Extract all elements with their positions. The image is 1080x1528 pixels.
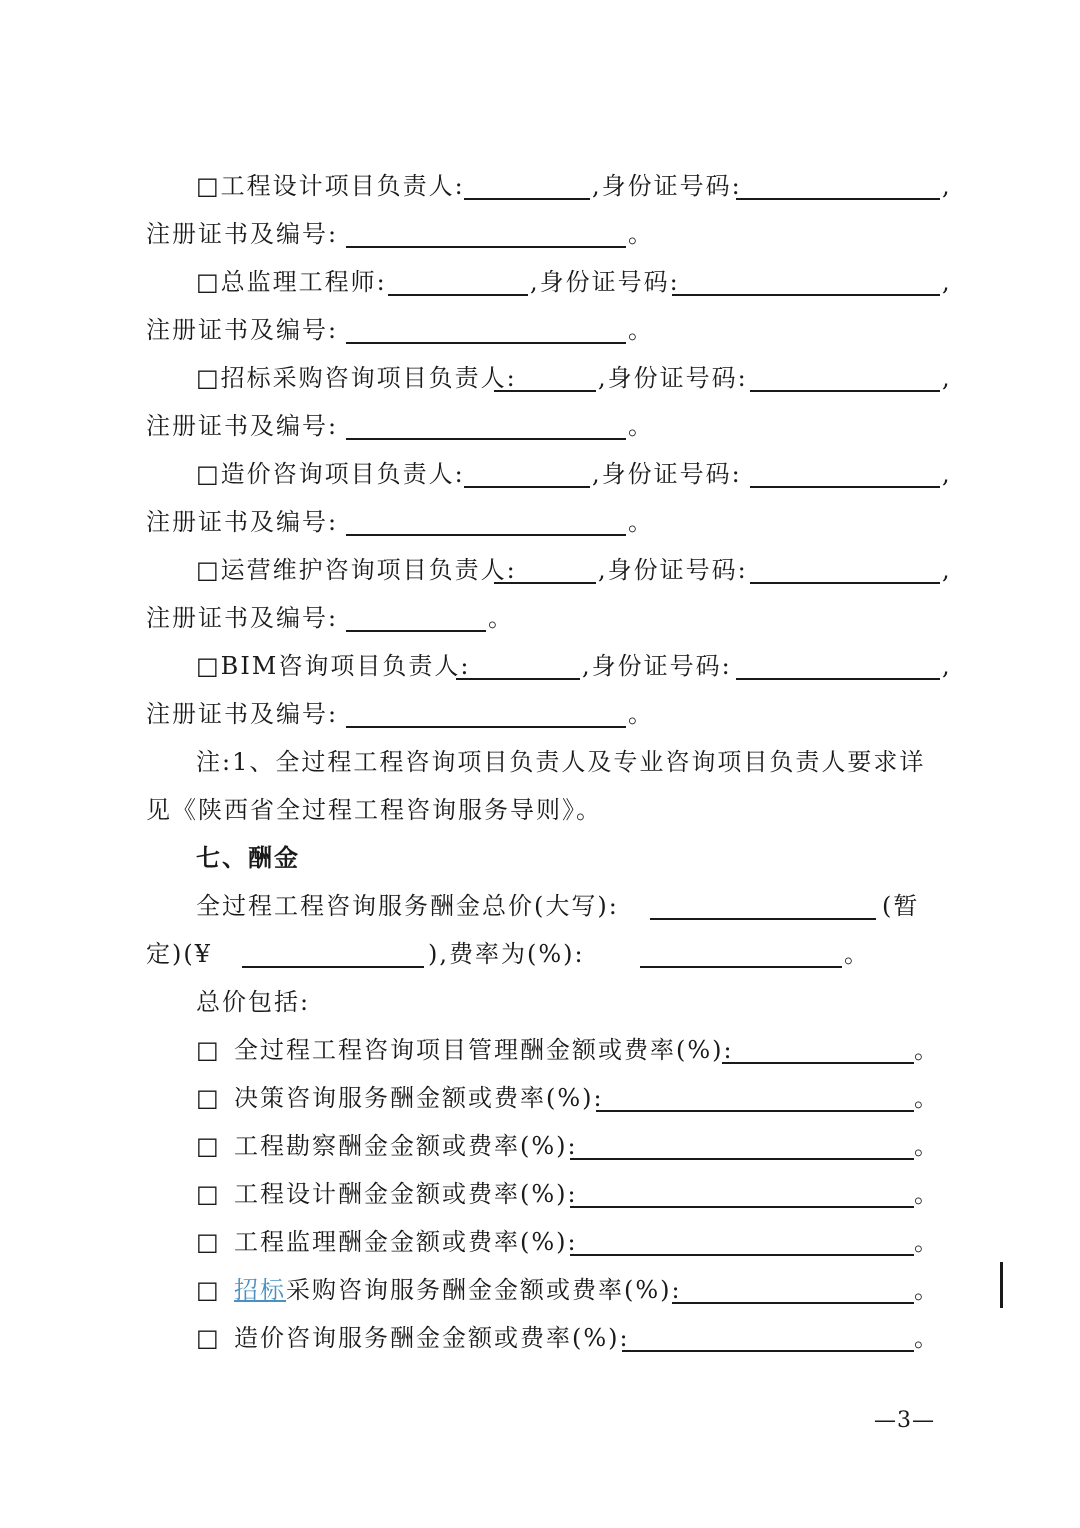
id-label: ,身份证号码: <box>598 364 748 392</box>
fee-item-blank[interactable] <box>722 1062 914 1064</box>
id-blank[interactable] <box>750 582 940 584</box>
role-label: □招标采购咨询项目负责人: <box>196 364 517 392</box>
reg-blank[interactable] <box>346 246 626 248</box>
checkbox[interactable]: □ <box>196 1036 221 1064</box>
reg-label: 注册证书及编号: <box>146 508 339 536</box>
fee-total-blank[interactable] <box>650 918 876 920</box>
fee-rate-blank[interactable] <box>640 966 842 968</box>
reg-end: 。 <box>488 604 514 632</box>
id-blank[interactable] <box>672 294 940 296</box>
id-blank[interactable] <box>736 198 940 200</box>
reg-end: 。 <box>628 220 654 248</box>
trail-comma: , <box>942 460 952 488</box>
fee-item-blank[interactable] <box>570 1158 914 1160</box>
reg-end: 。 <box>628 508 654 536</box>
name-blank[interactable] <box>494 582 596 584</box>
fee-item-end: 。 <box>914 1132 940 1160</box>
reg-end: 。 <box>628 412 654 440</box>
name-blank[interactable] <box>464 486 590 488</box>
fee-item-blank[interactable] <box>570 1206 914 1208</box>
id-blank[interactable] <box>750 486 940 488</box>
reg-end: 。 <box>628 316 654 344</box>
checkbox[interactable]: □ <box>196 1324 221 1352</box>
fee-item-label: 工程设计酬金金额或费率(%): <box>234 1180 578 1208</box>
trail-comma: , <box>942 172 952 200</box>
fee-item-link[interactable]: 招标 <box>234 1276 286 1304</box>
checkbox[interactable]: □ <box>196 1180 221 1208</box>
fee-amount-end: 。 <box>844 940 870 968</box>
note-text-1: 注:1、全过程工程咨询项目负责人及专业咨询项目负责人要求详 <box>196 748 926 776</box>
id-label: ,身份证号码: <box>530 268 680 296</box>
fee-item-label: 决策咨询服务酬金额或费率(%): <box>234 1084 604 1112</box>
fee-item-end: 。 <box>914 1276 940 1304</box>
name-blank[interactable] <box>464 198 590 200</box>
id-label: ,身份证号码: <box>598 556 748 584</box>
trail-comma: , <box>942 652 952 680</box>
trail-comma: , <box>942 556 952 584</box>
fee-item-blank[interactable] <box>672 1302 914 1304</box>
name-blank[interactable] <box>388 294 528 296</box>
fee-item-blank[interactable] <box>570 1254 914 1256</box>
fee-total-label: 全过程工程咨询服务酬金总价(大写): <box>196 892 619 920</box>
name-blank[interactable] <box>456 678 580 680</box>
fee-item-end: 。 <box>914 1324 940 1352</box>
role-label: □BIM咨询项目负责人: <box>196 652 471 680</box>
reg-blank[interactable] <box>346 726 626 728</box>
fee-amount-prefix: 定)(¥ <box>146 940 212 968</box>
fee-item-blank[interactable] <box>622 1350 914 1352</box>
reg-label: 注册证书及编号: <box>146 220 339 248</box>
role-label: □运营维护咨询项目负责人: <box>196 556 517 584</box>
checkbox[interactable]: □ <box>196 1084 221 1112</box>
note-text-2: 见《陕西省全过程工程咨询服务导则》。 <box>146 796 602 824</box>
name-blank[interactable] <box>494 390 596 392</box>
role-label: □造价咨询项目负责人: <box>196 460 465 488</box>
fee-item-label: 工程监理酬金金额或费率(%): <box>234 1228 578 1256</box>
reg-blank[interactable] <box>346 342 626 344</box>
trail-comma: , <box>942 364 952 392</box>
fee-rate-label: ),费率为(%): <box>428 940 585 968</box>
fee-item-blank[interactable] <box>596 1110 914 1112</box>
reg-label: 注册证书及编号: <box>146 604 339 632</box>
reg-blank[interactable] <box>346 534 626 536</box>
fee-item-end: 。 <box>914 1036 940 1064</box>
reg-label: 注册证书及编号: <box>146 412 339 440</box>
fee-item-label: 采购咨询服务酬金金额或费率(%): <box>286 1276 682 1304</box>
checkbox[interactable]: □ <box>196 1228 221 1256</box>
trail-comma: , <box>942 268 952 296</box>
fee-item-end: 。 <box>914 1084 940 1112</box>
reg-label: 注册证书及编号: <box>146 316 339 344</box>
checkbox[interactable]: □ <box>196 1276 221 1304</box>
fee-amount-blank[interactable] <box>242 966 424 968</box>
fee-total-end: (暂 <box>882 892 920 920</box>
role-label: □总监理工程师: <box>196 268 387 296</box>
fee-item-label: 全过程工程咨询项目管理酬金额或费率(%): <box>234 1036 734 1064</box>
reg-end: 。 <box>628 700 654 728</box>
fee-item-end: 。 <box>914 1180 940 1208</box>
id-blank[interactable] <box>750 390 940 392</box>
id-blank[interactable] <box>736 678 940 680</box>
checkbox[interactable]: □ <box>196 1132 221 1160</box>
fee-item-label: 造价咨询服务酬金金额或费率(%): <box>234 1324 630 1352</box>
id-label: ,身份证号码: <box>592 460 742 488</box>
fee-includes-label: 总价包括: <box>196 988 311 1016</box>
reg-blank[interactable] <box>346 438 626 440</box>
role-label: □工程设计项目负责人: <box>196 172 465 200</box>
fee-item-end: 。 <box>914 1228 940 1256</box>
fee-item-label: 工程勘察酬金金额或费率(%): <box>234 1132 578 1160</box>
reg-label: 注册证书及编号: <box>146 700 339 728</box>
id-label: ,身份证号码: <box>592 172 742 200</box>
page-number: —3— <box>874 1408 935 1433</box>
section-title: 七、酬金 <box>196 843 300 872</box>
id-label: ,身份证号码: <box>582 652 732 680</box>
reg-blank[interactable] <box>346 630 486 632</box>
margin-bar <box>1000 1262 1003 1308</box>
